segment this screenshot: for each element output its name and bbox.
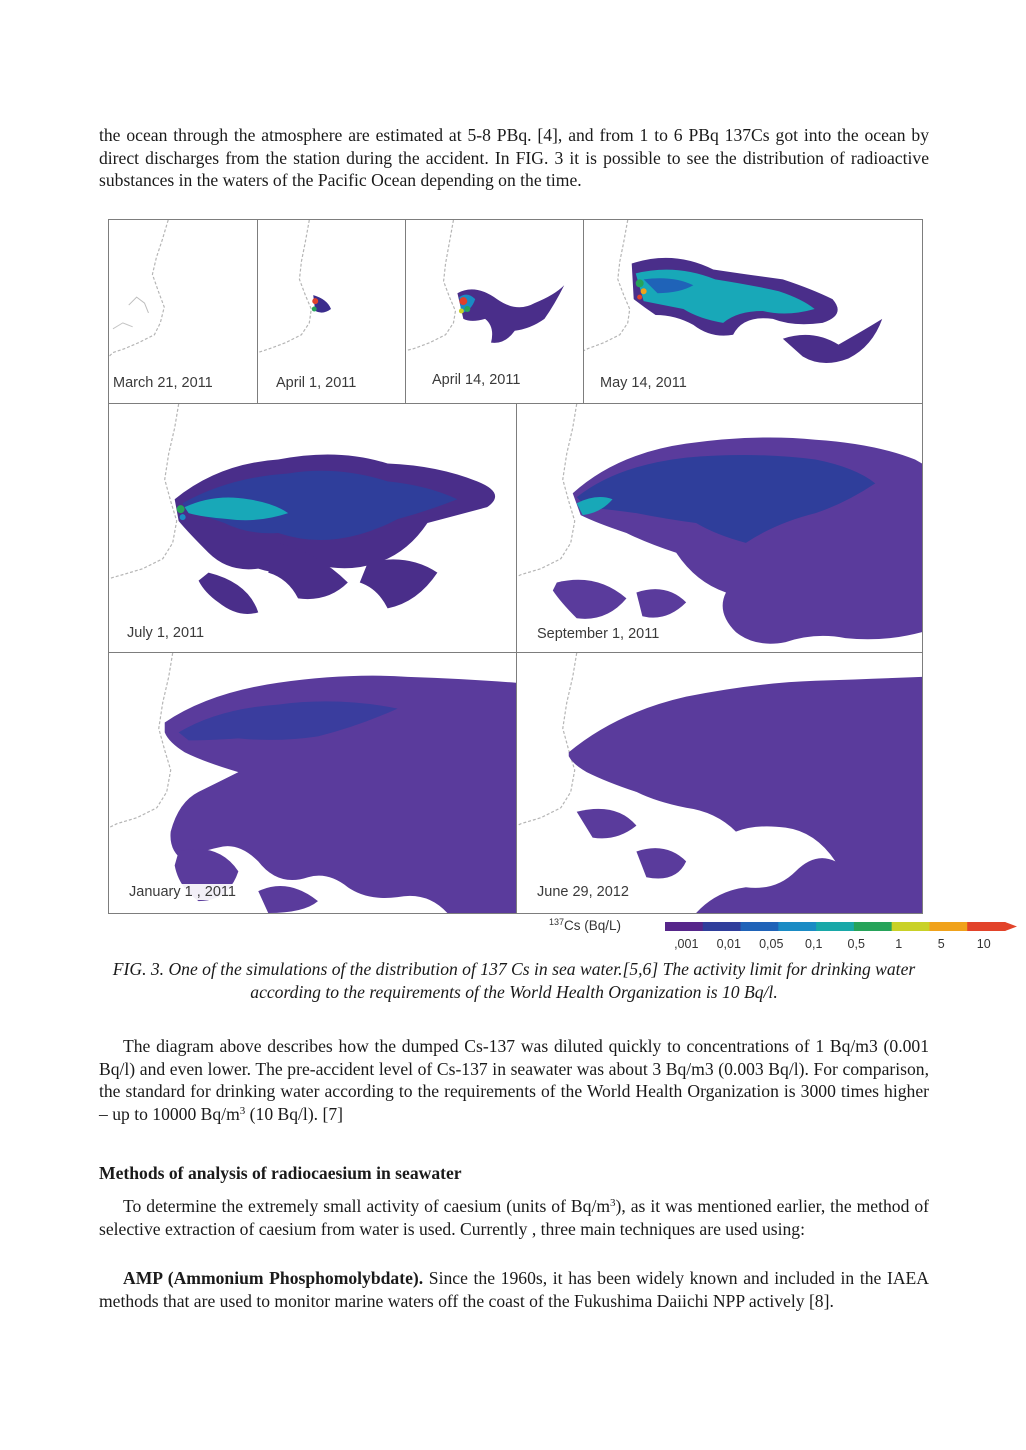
colorbar-tick-label: 0,05 — [759, 937, 784, 951]
colorbar-isotope: 137 — [549, 917, 565, 927]
methods-text-sup: 3 — [610, 1197, 616, 1209]
colorbar-tick-label: 10 — [976, 937, 991, 951]
colorbar-tick-label: ,001 — [674, 937, 699, 951]
colorbar-segment — [665, 922, 703, 931]
colorbar-segment — [778, 922, 816, 931]
colorbar-segment — [816, 922, 854, 931]
dispersion-map — [517, 653, 922, 913]
amp-text-body: Since the 1960s, it has been widely known and included in the IAEA methods that are used to monitor marine waters off the coast of the Fukushima Daiichi NPP actively [8]. — [99, 1268, 929, 1311]
map-panel-may-14 — [583, 219, 923, 404]
colorbar-tick-label: 5 — [937, 937, 945, 951]
figure-caption: FIG. 3. One of the simulations of the distribution of 137 Cs in sea water.[5,6] The activity limit for drinking water according to the requirements of the World Health Organization is 10 Bq/l. — [112, 959, 916, 1002]
diagram-text-part2: (10 Bq/l). [7] — [245, 1103, 343, 1124]
panel-label: June 29, 2012 — [533, 884, 633, 900]
colorbar-segment — [741, 922, 779, 931]
colorbar-scale — [661, 920, 1026, 956]
map-panel-april-14 — [405, 219, 584, 404]
panel-label: March 21, 2011 — [109, 375, 217, 391]
colorbar-arrow — [1005, 922, 1017, 931]
colorbar-segment — [967, 922, 1005, 931]
amp-bold-lead: AMP (Ammonium Phosphomolybdate). — [123, 1268, 424, 1288]
methods-paragraph — [99, 1195, 929, 1240]
methods-text-part2: ), as it was mentioned earlier, the method of selective extraction of caesium from water is used. Currently , three main techniques are used using: — [99, 1196, 929, 1239]
panel-label: January 1 , 2011 — [125, 884, 240, 900]
panel-label: September 1, 2011 — [533, 626, 663, 642]
colorbar-unit — [549, 918, 621, 933]
intro-paragraph: the ocean through the atmosphere are estimated at 5-8 PBq. [4], and from 1 to 6 PBq 137Cs got into the ocean by direct discharges from the station during the accident. In FIG. 3 it is possible to see the distribution of radioactive substances in the waters of the Pacific Ocean depending on the time. — [99, 125, 929, 191]
colorbar-tick-label: 0,5 — [847, 937, 865, 951]
colorbar-tick-label: 0,01 — [716, 937, 741, 951]
panel-label: July 1, 2011 — [123, 625, 208, 641]
dispersion-map — [517, 404, 922, 652]
map-panel-january-1 — [108, 652, 517, 914]
colorbar — [549, 917, 991, 958]
map-panel-march-21 — [108, 219, 258, 404]
diagram-text-sup: 3 — [239, 1104, 246, 1117]
panel-label: May 14, 2011 — [596, 375, 691, 391]
panel-label: April 14, 2011 — [428, 372, 524, 388]
colorbar-tick-label: 0,1 — [805, 937, 823, 951]
panel-label: April 1, 2011 — [272, 375, 360, 391]
colorbar-segment — [892, 922, 930, 931]
methods-text-part1: To determine the extremely small activity of caesium (units of Bq/m — [123, 1196, 611, 1216]
diagram-text-part1: The diagram above describes how the dumped Cs-137 was diluted quickly to concentrations of 1 Bq/m3 (0.001 Bq/l) and even lower. The pre-accident level of Cs-137 in seawater was about 3 Bq/m3 (0.003 Bq/l). For comparison, the standard for drinking water according to the requirements of the World Health Organization is 3000 times higher – up to 10000 Bq/m — [99, 1036, 929, 1124]
section-heading: Methods of analysis of radiocaesium in seawater — [99, 1163, 462, 1183]
map-panel-april-1 — [257, 219, 406, 404]
map-panel-june-29 — [516, 652, 923, 914]
amp-paragraph — [99, 1267, 929, 1312]
map-panel-september-1 — [516, 403, 923, 653]
colorbar-unit-text: Cs (Bq/L) — [564, 918, 622, 933]
colorbar-segment — [854, 922, 892, 931]
colorbar-segment — [929, 922, 967, 931]
diagram-paragraph — [99, 1035, 929, 1125]
dispersion-map — [109, 653, 516, 913]
colorbar-segment — [703, 922, 741, 931]
colorbar-tick-label: 1 — [895, 937, 903, 951]
figure-3 — [108, 219, 991, 954]
map-panel-july-1 — [108, 403, 517, 653]
dispersion-map — [109, 404, 516, 652]
